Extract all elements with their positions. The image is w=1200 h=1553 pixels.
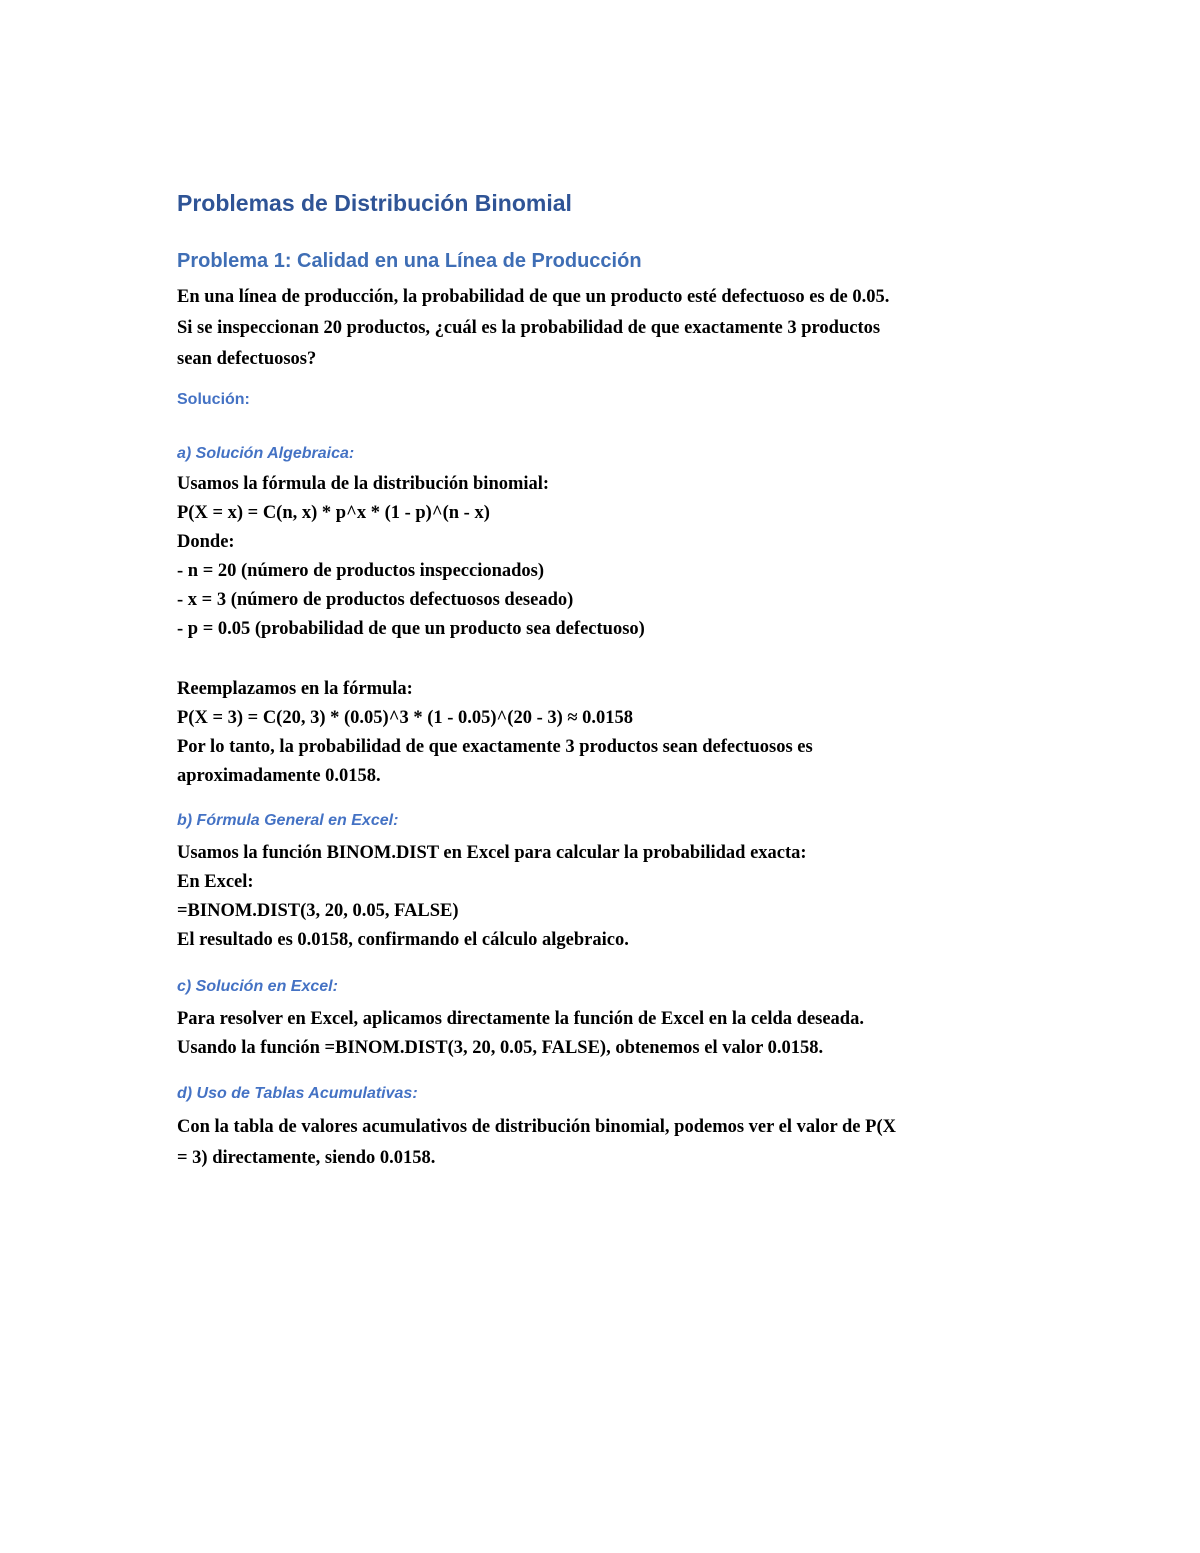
list-item: - p = 0.05 (probabilidad de que un producto sea defectuoso) — [177, 619, 645, 639]
section-a-result — [177, 675, 1037, 791]
text-line: Para resolver en Excel, aplicamos directamente la función de Excel en la celda deseada. — [177, 1009, 864, 1029]
text-line: Usamos la función BINOM.DIST en Excel para calcular la probabilidad exacta: — [177, 843, 807, 863]
text-line: Donde: — [177, 532, 235, 552]
section-a-body — [177, 470, 1037, 644]
formula-line: P(X = 3) = C(20, 3) * (0.05)^3 * (1 - 0.05)^(20 - 3) ≈ 0.0158 — [177, 708, 634, 728]
formula-line: =BINOM.DIST(3, 20, 0.05, FALSE) — [177, 901, 459, 921]
text-line: El resultado es 0.0158, confirmando el cálculo algebraico. — [177, 930, 629, 950]
problem-line: En una línea de producción, la probabilidad de que un producto esté defectuoso es de 0.05. — [177, 287, 890, 307]
section-c-body — [177, 1005, 1037, 1063]
text-line: Reemplazamos en la fórmula: — [177, 679, 413, 699]
text-line: Por lo tanto, la probabilidad de que exactamente 3 productos sean defectuosos es — [177, 737, 813, 757]
text-line: Usamos la fórmula de la distribución binomial: — [177, 474, 550, 494]
text-line: Usando la función =BINOM.DIST(3, 20, 0.05, FALSE), obtenemos el valor 0.0158. — [177, 1038, 824, 1058]
list-item: - n = 20 (número de productos inspeccionados) — [177, 561, 545, 581]
section-d-heading: d) Uso de Tablas Acumulativas: — [177, 1085, 418, 1102]
text-line: Con la tabla de valores acumulativos de distribución binomial, podemos ver el valor de P(X — [177, 1117, 896, 1137]
text-line: aproximadamente 0.0158. — [177, 766, 381, 786]
text-line: En Excel: — [177, 872, 254, 892]
problem-line: sean defectuosos? — [177, 349, 317, 369]
problem-heading: Problema 1: Calidad en una Línea de Producción — [177, 250, 642, 272]
list-item: - x = 3 (número de productos defectuosos deseado) — [177, 590, 574, 610]
section-b-body — [177, 839, 1037, 955]
solution-label: Solución: — [177, 391, 250, 408]
text-line: = 3) directamente, siendo 0.0158. — [177, 1148, 436, 1168]
section-d-body — [177, 1112, 1037, 1174]
section-c-heading: c) Solución en Excel: — [177, 978, 338, 995]
problem-line: Si se inspeccionan 20 productos, ¿cuál es la probabilidad de que exactamente 3 productos — [177, 318, 881, 338]
problem-statement — [177, 282, 1037, 375]
document-title: Problemas de Distribución Binomial — [177, 190, 572, 216]
section-a-heading: a) Solución Algebraica: — [177, 445, 355, 462]
section-b-heading: b) Fórmula General en Excel: — [177, 812, 399, 829]
formula-line: P(X = x) = C(n, x) * p^x * (1 - p)^(n - x) — [177, 503, 490, 523]
